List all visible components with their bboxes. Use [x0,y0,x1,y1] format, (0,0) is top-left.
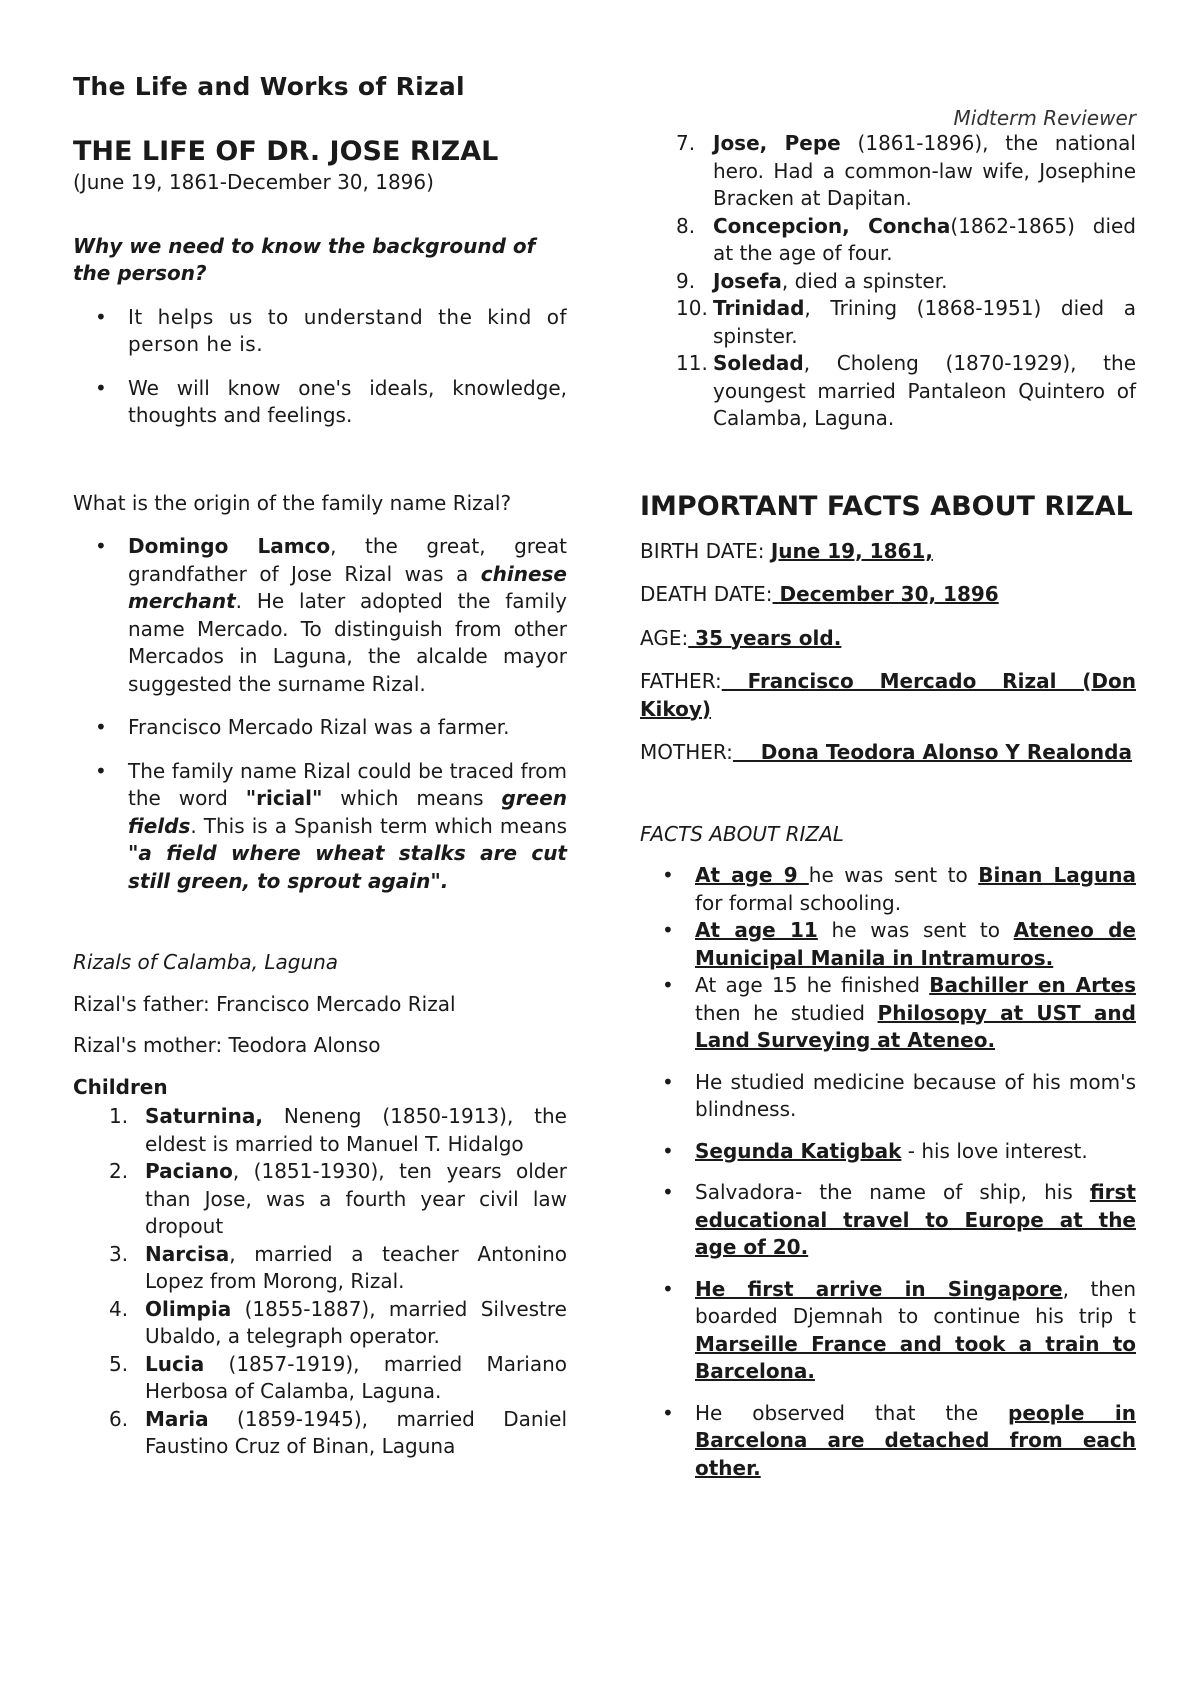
list-item: • Segunda Katigbak - his love interest. [640,1138,1136,1166]
document-title: The Life and Works of Rizal [73,72,465,101]
list-item: 3. Narcisa, married a teacher Antonino Lopez from Morong, Rizal. [109,1241,567,1293]
list-item: • He studied medicine because of his mom's blindness. [640,1069,1136,1124]
left-column [73,130,567,1461]
domingo-lamco: Domingo Lamco [128,534,331,558]
birth-date: BIRTH DATE: June 19, 1861, [640,538,933,563]
list-item: 2. Paciano, (1851-1930), ten years older than Jose, was a fourth year civil law dropout [109,1159,567,1238]
list-item: • It helps us to understand the kind of person he is. [73,304,567,359]
list-item: • At age 11 he was sent to Ateneo de Municipal Manila in Intramuros. [640,917,1136,972]
list-item: 10. Trinidad, Trining (1868-1951) died a spinster. [676,296,1136,348]
children-list-right [640,130,1136,433]
rizal-mother: Rizal's mother: Teodora Alonso [73,1033,381,1057]
header-note: Midterm Reviewer [953,106,1136,130]
children-heading: Children [73,1074,168,1099]
spanish-meaning: "a field where wheat stalks are cut still green, to sprout again". [128,841,567,893]
important-facts-heading: IMPORTANT FACTS ABOUT RIZAL [640,490,1133,522]
mother-value: Dona Teodora Alonso Y Realonda [732,740,1132,764]
rizals-heading: Rizals of Calamba, Laguna [73,950,339,974]
death-date: DEATH DATE: December 30, 1896 [640,582,999,606]
list-item: 7. Jose, Pepe (1861-1896), the national hero. Had a common-law wife, Josephine Bracken at Dapitan. [676,131,1136,210]
origin-question: What is the origin of the family name Rizal? [73,490,512,515]
green-fields: green fields [128,786,567,838]
list-item: • The family name Rizal could be traced from the word "ricial" which means green fields. This is a Spanish term which means "a field where wheat stalks are cut still green, to sprout again". [73,758,567,896]
list-item: • At age 9 he was sent to Binan Laguna for formal schooling. [640,862,1136,917]
father: FATHER: Francisco Mercado Rizal (Don Kikoy) [640,669,1136,721]
ricial-word: "ricial" [245,786,323,810]
why-list [73,304,567,430]
life-dates: (June 19, 1861-December 30, 1896) [73,170,434,194]
list-item: • Domingo Lamco, the great, great grandfather of Jose Rizal was a chinese merchant. He later adopted the family name Mercado. To distinguish from other Mercados in Laguna, the alcalde mayor suggested the surname Rizal. [73,533,567,698]
list-item: 9. Josefa, died a spinster. [676,268,948,293]
list-item: • We will know one's ideals, knowledge, thoughts and feelings. [73,375,567,430]
list-item: • At age 15 he finished Bachiller en Artes then he studied Philosopy at UST and Land Surveying at Ateneo. [640,972,1136,1055]
list-item: • Salvadora- the name of ship, his first educational travel to Europe at the age of 20. [640,1179,1136,1262]
list-item: 1. Saturnina, Neneng (1850-1913), the eldest is married to Manuel T. Hidalgo [109,1104,567,1156]
list-item: • Francisco Mercado Rizal was a farmer. [73,714,567,742]
death-date-value: December 30, 1896 [772,582,999,606]
list-item: • He observed that the people in Barcelona are detached from each other. [640,1400,1136,1483]
age-value: 35 years old. [688,625,842,650]
list-item: 6. Maria (1859-1945), married Daniel Faustino Cruz of Binan, Laguna [109,1406,567,1458]
origin-list [73,533,567,895]
facts-subheading: FACTS ABOUT RIZAL [640,821,844,846]
why-question: Why we need to know the background of the person? [73,233,536,285]
section-heading-life: THE LIFE OF DR. JOSE RIZAL [73,136,499,167]
mother: MOTHER: Dona Teodora Alonso Y Realonda [640,740,1132,764]
list-item: 4. Olimpia (1855-1887), married Silvestre Ubaldo, a telegraph operator. [109,1296,567,1348]
age: AGE: 35 years old. [640,625,842,650]
rizal-father: Rizal's father: Francisco Mercado Rizal [73,991,456,1016]
children-list-left [73,1103,567,1461]
birth-date-value: June 19, 1861, [770,538,933,563]
facts-list [640,862,1136,1482]
list-item: 8. Concepcion, Concha(1862-1865) died at the age of four. [676,213,1136,265]
list-item: 5. Lucia (1857-1919), married Mariano Herbosa of Calamba, Laguna. [109,1351,567,1403]
chinese-merchant: chinese merchant [128,561,567,613]
list-item: 11. Soledad, Choleng (1870-1929), the youngest married Pantaleon Quintero of Calamba, Laguna. [676,351,1136,430]
list-item: • He first arrive in Singapore, then boarded Djemnah to continue his trip t Marseille France and took a train to Barcelona. [640,1276,1136,1386]
right-column [640,130,1136,1482]
father-value: Francisco Mercado Rizal (Don Kikoy) [640,669,1136,721]
